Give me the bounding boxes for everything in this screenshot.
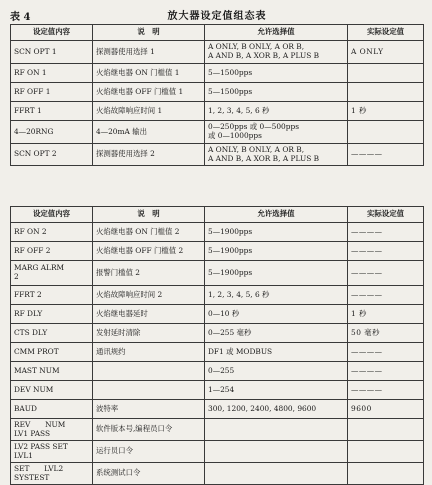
actual-value-cell: ————	[348, 144, 424, 166]
table-row	[11, 324, 424, 343]
setting-name-cell: SCN OPT 2	[11, 144, 93, 166]
allowed-values-cell: DF1 或 MODBUS	[205, 343, 348, 362]
actual-value-cell: ————	[348, 343, 424, 362]
description-cell: 火焰继电器 OFF 门槛值 2	[93, 242, 205, 261]
table-title: 放大器设定值组态表	[167, 11, 267, 22]
table-row	[11, 102, 424, 121]
description-cell: 软件版本号,编程员口令	[93, 419, 205, 441]
setting-name-cell: LV2 PASS SET LVL1	[11, 441, 93, 463]
table-row	[11, 286, 424, 305]
actual-value-cell: 1 秒	[348, 102, 424, 121]
allowed-values-cell: 0—10 秒	[205, 305, 348, 324]
allowed-values-cell	[205, 463, 348, 485]
setting-name-cell: SCN OPT 1	[11, 41, 93, 64]
actual-value-cell: ————	[348, 261, 424, 286]
allowed-values-cell	[205, 441, 348, 463]
header-setting-content: 设定值内容	[11, 207, 93, 223]
setting-name-cell: CTS DLY	[11, 324, 93, 343]
allowed-values-cell: 5—1900pps	[205, 261, 348, 286]
actual-value-cell	[348, 419, 424, 441]
table-caption	[10, 6, 424, 22]
actual-value-cell: ————	[348, 381, 424, 400]
table-row	[11, 83, 424, 102]
table-row	[11, 41, 424, 64]
table-row	[11, 400, 424, 419]
description-cell: 探测器使用选择 1	[93, 41, 205, 64]
table-row	[11, 419, 424, 441]
actual-value-cell	[348, 463, 424, 485]
settings-table-1	[10, 24, 424, 166]
allowed-values-cell: 1, 2, 3, 4, 5, 6 秒	[205, 286, 348, 305]
allowed-values-cell: 300, 1200, 2400, 4800, 9600	[205, 400, 348, 419]
actual-value-cell	[348, 64, 424, 83]
actual-value-cell: ————	[348, 362, 424, 381]
header-allowed-values: 允许选择值	[205, 207, 348, 223]
allowed-values-cell: A ONLY, B ONLY, A OR B, A AND B, A XOR B, A PLUS B	[205, 41, 348, 64]
allowed-values-cell: 1, 2, 3, 4, 5, 6 秒	[205, 102, 348, 121]
description-cell: 发射延时清除	[93, 324, 205, 343]
setting-name-cell: RF ON 1	[11, 64, 93, 83]
setting-name-cell: RF ON 2	[11, 223, 93, 242]
allowed-values-cell: 0—255 毫秒	[205, 324, 348, 343]
table-row	[11, 261, 424, 286]
allowed-values-cell: A ONLY, B ONLY, A OR B, A AND B, A XOR B, A PLUS B	[205, 144, 348, 166]
header-description: 说 明	[93, 25, 205, 41]
actual-value-cell: 1 秒	[348, 305, 424, 324]
description-cell: 火焰继电器 ON 门槛值 1	[93, 64, 205, 83]
allowed-values-cell: 5—1500pps	[205, 64, 348, 83]
actual-value-cell: 50 毫秒	[348, 324, 424, 343]
header-setting-content: 设定值内容	[11, 25, 93, 41]
setting-name-cell: FFRT 1	[11, 102, 93, 121]
allowed-values-cell: 5—1500pps	[205, 83, 348, 102]
description-cell: 系统测试口令	[93, 463, 205, 485]
allowed-values-cell: 1—254	[205, 381, 348, 400]
table-row	[11, 64, 424, 83]
setting-name-cell: RF OFF 1	[11, 83, 93, 102]
description-cell	[93, 381, 205, 400]
description-cell: 通讯规约	[93, 343, 205, 362]
description-cell: 4—20mA 输出	[93, 121, 205, 144]
setting-name-cell: 4—20RNG	[11, 121, 93, 144]
setting-name-cell: DEV NUM	[11, 381, 93, 400]
setting-name-cell: MAST NUM	[11, 362, 93, 381]
setting-name-cell: REV NUM LV1 PASS	[11, 419, 93, 441]
setting-name-cell: FFRT 2	[11, 286, 93, 305]
actual-value-cell: A ONLY	[348, 41, 424, 64]
settings-table-2	[10, 206, 424, 485]
description-cell: 火焰故障响应时间 1	[93, 102, 205, 121]
header-actual-value: 实际设定值	[348, 25, 424, 41]
allowed-values-cell: 5—1900pps	[205, 223, 348, 242]
description-cell: 波特率	[93, 400, 205, 419]
allowed-values-cell: 0—255	[205, 362, 348, 381]
description-cell	[93, 362, 205, 381]
description-cell: 火焰故障响应时间 2	[93, 286, 205, 305]
description-cell: 火焰继电器延时	[93, 305, 205, 324]
table-row	[11, 381, 424, 400]
description-cell: 火焰继电器 OFF 门槛值 1	[93, 83, 205, 102]
table-row	[11, 463, 424, 485]
table-row	[11, 242, 424, 261]
header-actual-value: 实际设定值	[348, 207, 424, 223]
table-row	[11, 441, 424, 463]
table-header-row	[11, 207, 424, 223]
actual-value-cell: 9600	[348, 400, 424, 419]
table-row	[11, 223, 424, 242]
description-cell: 火焰继电器 ON 门槛值 2	[93, 223, 205, 242]
table-header-row	[11, 25, 424, 41]
setting-name-cell: MARG ALRM 2	[11, 261, 93, 286]
table-number: 表 4	[10, 12, 31, 23]
table-row	[11, 121, 424, 144]
header-description: 说 明	[93, 207, 205, 223]
setting-name-cell: CMM PROT	[11, 343, 93, 362]
table-row	[11, 362, 424, 381]
header-allowed-values: 允许选择值	[205, 25, 348, 41]
actual-value-cell	[348, 83, 424, 102]
setting-name-cell: SET LVL2 SYSTEST	[11, 463, 93, 485]
actual-value-cell	[348, 121, 424, 144]
table-row	[11, 144, 424, 166]
description-cell: 运行员口令	[93, 441, 205, 463]
actual-value-cell: ————	[348, 223, 424, 242]
actual-value-cell: ————	[348, 286, 424, 305]
setting-name-cell: BAUD	[11, 400, 93, 419]
allowed-values-cell	[205, 419, 348, 441]
allowed-values-cell: 0—250pps 或 0—500pps 或 0—1000pps	[205, 121, 348, 144]
allowed-values-cell: 5—1900pps	[205, 242, 348, 261]
table-row	[11, 305, 424, 324]
description-cell: 探测器使用选择 2	[93, 144, 205, 166]
description-cell: 报警门槛值 2	[93, 261, 205, 286]
table-row	[11, 343, 424, 362]
actual-value-cell	[348, 441, 424, 463]
setting-name-cell: RF DLY	[11, 305, 93, 324]
actual-value-cell: ————	[348, 242, 424, 261]
setting-name-cell: RF OFF 2	[11, 242, 93, 261]
